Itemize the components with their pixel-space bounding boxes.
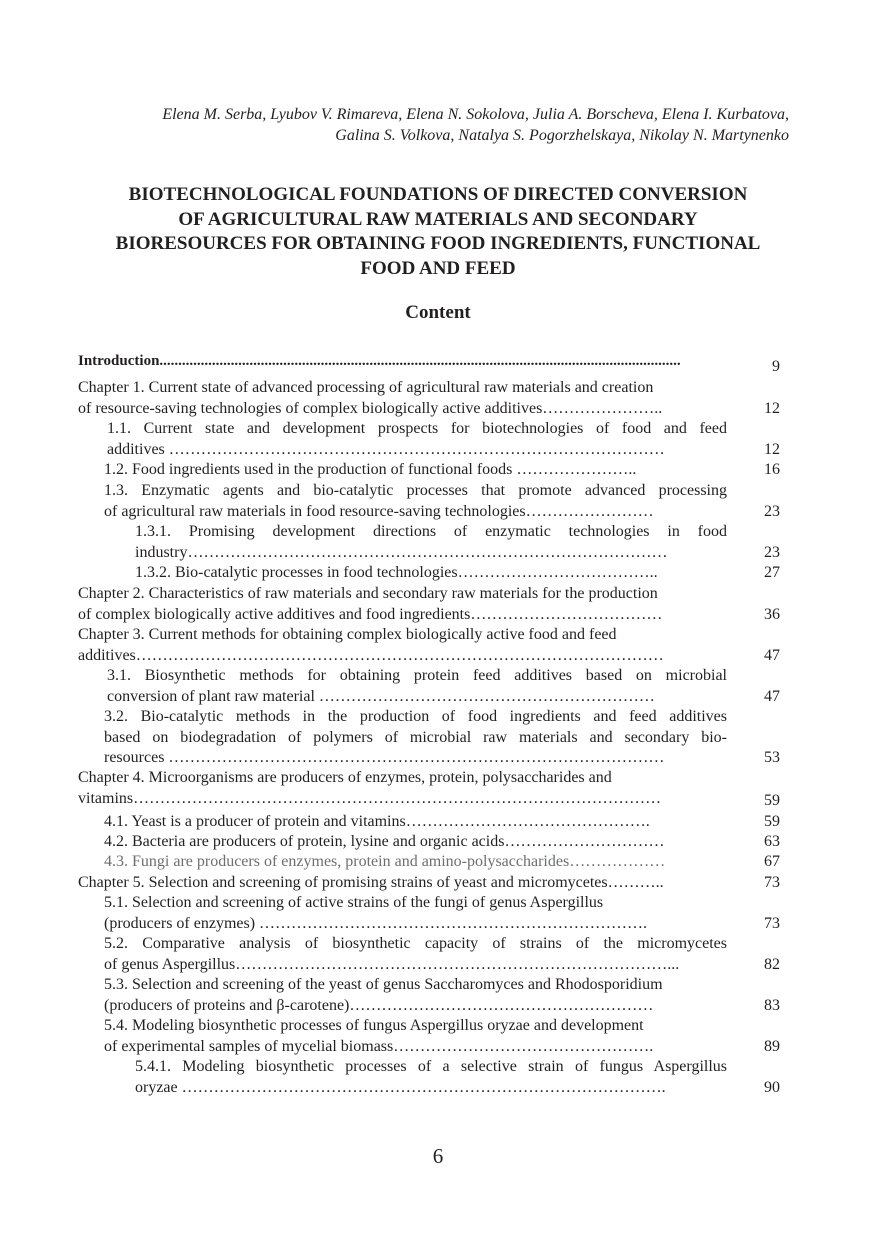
title-line-1: BIOTECHNOLOGICAL FOUNDATIONS OF DIRECTED CONVERSION xyxy=(128,184,748,205)
toc-entry-page: 12 xyxy=(764,440,780,458)
toc-entry-text: Chapter 2. Characteristics of raw materials and secondary raw materials for the production xyxy=(78,585,658,602)
authors-line-1: Elena M. Serba, Lyubov V. Rimareva, Elena N. Sokolova, Julia A. Borscheva, Elena I. Kurbatova, xyxy=(162,106,789,123)
document-title xyxy=(78,183,798,281)
toc-entry-page: 59 xyxy=(764,813,780,830)
toc-entry-text: 1.3. Enzymatic agents and bio-catalytic processes that promote advanced processing xyxy=(104,482,727,499)
toc-entry-page: 82 xyxy=(764,955,780,973)
toc-entry-page: 83 xyxy=(764,996,780,1014)
toc-entry-text: additives……………………………………………………………………………………… xyxy=(78,646,664,664)
toc-entry-text: Chapter 5. Selection and screening of promising strains of yeast and micromycetes……….. xyxy=(78,874,664,891)
toc-entry-text: resources ………………………………………………………………………………… xyxy=(104,749,665,766)
toc-entry-text: Chapter 4. Microorganisms are producers of enzymes, protein, polysaccharides and xyxy=(78,769,612,786)
authors xyxy=(69,104,789,146)
toc-entry-page: 16 xyxy=(764,461,780,478)
title-line-2: OF AGRICULTURAL RAW MATERIALS AND SECONDARY xyxy=(178,208,698,230)
toc-entry-page: 12 xyxy=(764,399,780,417)
toc-entry-text: of agricultural raw materials in food resource-saving technologies…………………… xyxy=(104,502,654,520)
toc-entry-page: 90 xyxy=(764,1078,780,1096)
toc-entry-text: based on biodegradation of polymers of microbial raw materials and secondary bio- xyxy=(104,728,727,746)
toc-entry-text: 5.3. Selection and screening of the yeast of genus Saccharomyces and Rhodosporidium xyxy=(104,976,663,993)
toc-entry-text: 1.3.1. Promising development directions of enzymatic technologies in food xyxy=(135,523,727,540)
toc-entry-text: 5.4. Modeling biosynthetic processes of fungus Aspergillus oryzae and development xyxy=(104,1017,644,1034)
content-heading: Content xyxy=(405,302,471,323)
toc-entry-text: oryzae ………………………………………………………………………………. xyxy=(135,1078,666,1096)
authors-line-2: Galina S. Volkova, Natalya S. Pogorzhelskaya, Nikolay N. Martynenko xyxy=(335,127,789,144)
toc-entry-text: Introduction........................................................................................................................................... xyxy=(78,353,681,369)
toc-entry-text: (producers of enzymes) ………………………………………………………………. xyxy=(104,914,648,932)
toc-entry-text: of resource-saving technologies of complex biologically active additives………………….. xyxy=(78,399,663,417)
title-line-4: FOOD AND FEED xyxy=(360,257,516,279)
toc-entry-text: 4.1. Yeast is a producer of protein and vitamins………………………………………. xyxy=(104,813,650,830)
toc-entry-page: 23 xyxy=(764,502,780,520)
toc-entry-text: of complex biologically active additives and food ingredients……………………………… xyxy=(78,605,663,623)
toc-entry-text: industry……………………………………………………………………………… xyxy=(135,543,668,561)
toc-entry-page: 47 xyxy=(764,687,780,705)
toc-entry-text: 1.2. Food ingredients used in the production of functional foods ………………….. xyxy=(104,461,637,478)
toc-entry-text: additives ………………………………………………………………………………… xyxy=(107,440,665,458)
toc-entry-text: 4.2. Bacteria are producers of protein, lysine and organic acids………………………… xyxy=(104,833,665,850)
toc-entry-text: 5.2. Comparative analysis of biosynthetic capacity of strains of the micromycetes xyxy=(104,935,727,952)
toc-entry-text: of genus Aspergillus………………………………………………………………………... xyxy=(104,955,680,973)
toc-entry-text: 3.2. Bio-catalytic methods in the production of food ingredients and feed additives xyxy=(104,708,727,725)
toc-entry-page: 9 xyxy=(772,358,780,375)
toc-entry-text: 1.1. Current state and development prospects for biotechnologies of food and feed xyxy=(107,420,727,437)
toc-entry-text: 1.3.2. Bio-catalytic processes in food technologies……………………………….. xyxy=(135,564,658,581)
toc-entry-page: 36 xyxy=(764,605,780,623)
toc-entry-text: 5.1. Selection and screening of active strains of the fungi of genus Aspergillus xyxy=(104,894,604,911)
toc-entry-text: (producers of proteins and β-carotene)………………………………………………… xyxy=(104,996,654,1014)
toc-entry-page: 73 xyxy=(764,914,780,932)
title-line-3: BIORESOURCES FOR OBTAINING FOOD INGREDIENTS, FUNCTIONAL xyxy=(115,233,761,254)
toc-entry-text: 5.4.1. Modeling biosynthetic processes of a selective strain of fungus Aspergillus xyxy=(135,1058,727,1075)
toc-entry-page: 63 xyxy=(764,833,780,850)
toc-entry-page: 67 xyxy=(764,853,780,870)
toc-entry-page: 47 xyxy=(764,646,780,664)
toc-entry-page: 23 xyxy=(764,543,780,561)
toc-entry-text: 4.3. Fungi are producers of enzymes, protein and amino-polysaccharides……………… xyxy=(104,853,666,870)
toc-entry-text: Chapter 1. Current state of advanced processing of agricultural raw materials and creation xyxy=(78,379,654,396)
toc-entry-page: 53 xyxy=(764,749,780,766)
page-number: 6 xyxy=(432,1144,444,1168)
toc-entry-text: 3.1. Biosynthetic methods for obtaining protein feed additives based on microbial xyxy=(107,667,727,684)
toc-entry-page: 89 xyxy=(764,1037,780,1055)
toc-entry-text: of experimental samples of mycelial biomass…………………………………………. xyxy=(104,1037,654,1055)
toc-entry-text: conversion of plant raw material ……………………………………………………… xyxy=(107,687,655,705)
toc-entry-page: 73 xyxy=(764,874,780,891)
toc-entry-page: 27 xyxy=(764,564,780,581)
toc-entry-text: vitamins……………………………………………………………………………………… xyxy=(78,789,662,807)
toc-entry-page: 59 xyxy=(764,792,780,809)
toc-entry-text: Chapter 3. Current methods for obtaining complex biologically active food and feed xyxy=(78,626,617,643)
